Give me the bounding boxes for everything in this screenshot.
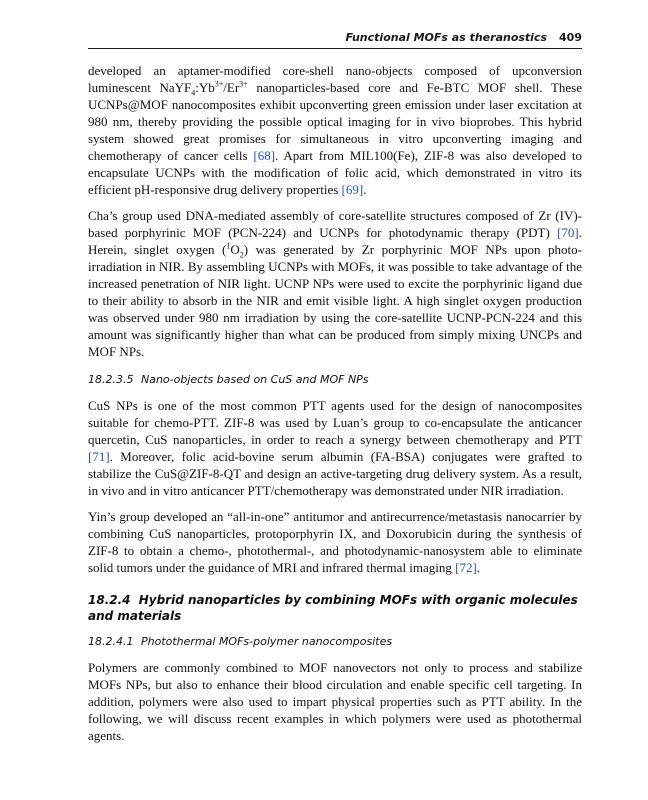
subsection-heading-cus: 18.2.3.5 Nano-objects based on CuS and MOF NPs [88, 373, 369, 386]
running-head [88, 28, 582, 49]
subsection-heading-polymer: 18.2.4.1 Photothermal MOFs-polymer nanocomposites [88, 635, 393, 648]
paragraph-all-in-one: Yin’s group developed an “all-in-one” antitumor and antirecurrence/metastasis nanocarrier by combining CuS nanoparticles, protoporphyrin IX, and Doxorubicin during the synthesis of ZIF-8 to obtain a chemo-, photothermal-, and photodynamic-nanosystem able to eliminate solid tumors under the guidance of MRI and infrared thermal imaging [72]. [88, 509, 582, 575]
section-heading-hybrid: 18.2.4 Hybrid nanoparticles by combining MOFs with organic molecules and materials [88, 593, 578, 623]
paragraph-core-satellite: Cha’s group used DNA-mediated assembly of core-satellite structures composed of Zr (IV)-based porphyrinic MOF (PCN-224) and UCNPs for photodynamic therapy (PDT) [70]. Herein, singlet oxygen $(^1O_2)$ was generated by Zr porphyrinic MOF NPs upon photo-irradiation in NIR. By assembling UCNPs with MOFs, it was possible to take advantage of the increased penetration of NIR light. UCNP NPs were used to excite the porphyrinic ligand due to their ability to absorb in the NIR and emit visible light. A high singlet oxygen production was observed under 980 nm irradiation by using the core-satellite UCNP-PCN-224 and this amount was significantly higher than what can be produced from simply mixing UNCPs and MOF NPs. [88, 208, 582, 359]
citation-link[interactable]: [72] [455, 560, 477, 575]
page-number: 409 [559, 31, 582, 44]
paragraph-polymers: Polymers are commonly combined to MOF nanovectors not only to process and stabilize MOFs NPs, but also to enhance their blood circulation and enable specific cell targeting. In addition, polymers were also used to impart physical properties such as PTT ability. In the following, we will discuss recent examples in which polymers were used as photothermal agents. [88, 660, 582, 743]
citation-link[interactable]: [69] [341, 182, 364, 197]
running-head-title: Functional MOFs as theranostics [345, 31, 548, 44]
body-text [88, 62, 582, 753]
citation-link[interactable]: [68] [253, 148, 276, 163]
citation-link[interactable]: [71] [88, 449, 110, 464]
citation-link[interactable]: [70] [557, 225, 579, 240]
paragraph-cus-zif8: CuS NPs is one of the most common PTT agents used for the design of nanocomposites suitable for chemo-PTT. ZIF-8 was used by Luan’s group to co-encapsulate the anticancer quercetin, CuS nanoparticles, in order to reach a synergy between chemotherapy and PTT [71]. Moreover, folic acid-bovine serum albumin (FA-BSA) conjugates were grafted to stabilize the CuS@ZIF-8-QT and design an active-targeting drug delivery system. As a result, in vivo and in vitro anticancer PTT/chemotherapy was demonstrated under NIR irradiation. [88, 398, 582, 498]
paragraph-ucnp-mof: developed an aptamer-modified core-shell nano-objects composed of upconversion luminescent $NaYF_4:Yb^{3+}/Er^{3+}$ nanoparticles-based core and Fe-BTC MOF shell. These UCNPs@MOF nanocomposites exhibit upconverting green emission under laser excitation at 980 nm, thereby providing the possible optical imaging for in vivo bioprobes. This hybrid system showed great promises for simultaneous in vitro upconverting imaging and chemotherapy of cancer cells [68]. Apart from MIL100(Fe), ZIF-8 was also developed to encapsulate UCNPs with the modification of folic acid, which demonstrated in vitro its efficient pH-responsive drug delivery properties [69]. [88, 63, 582, 197]
